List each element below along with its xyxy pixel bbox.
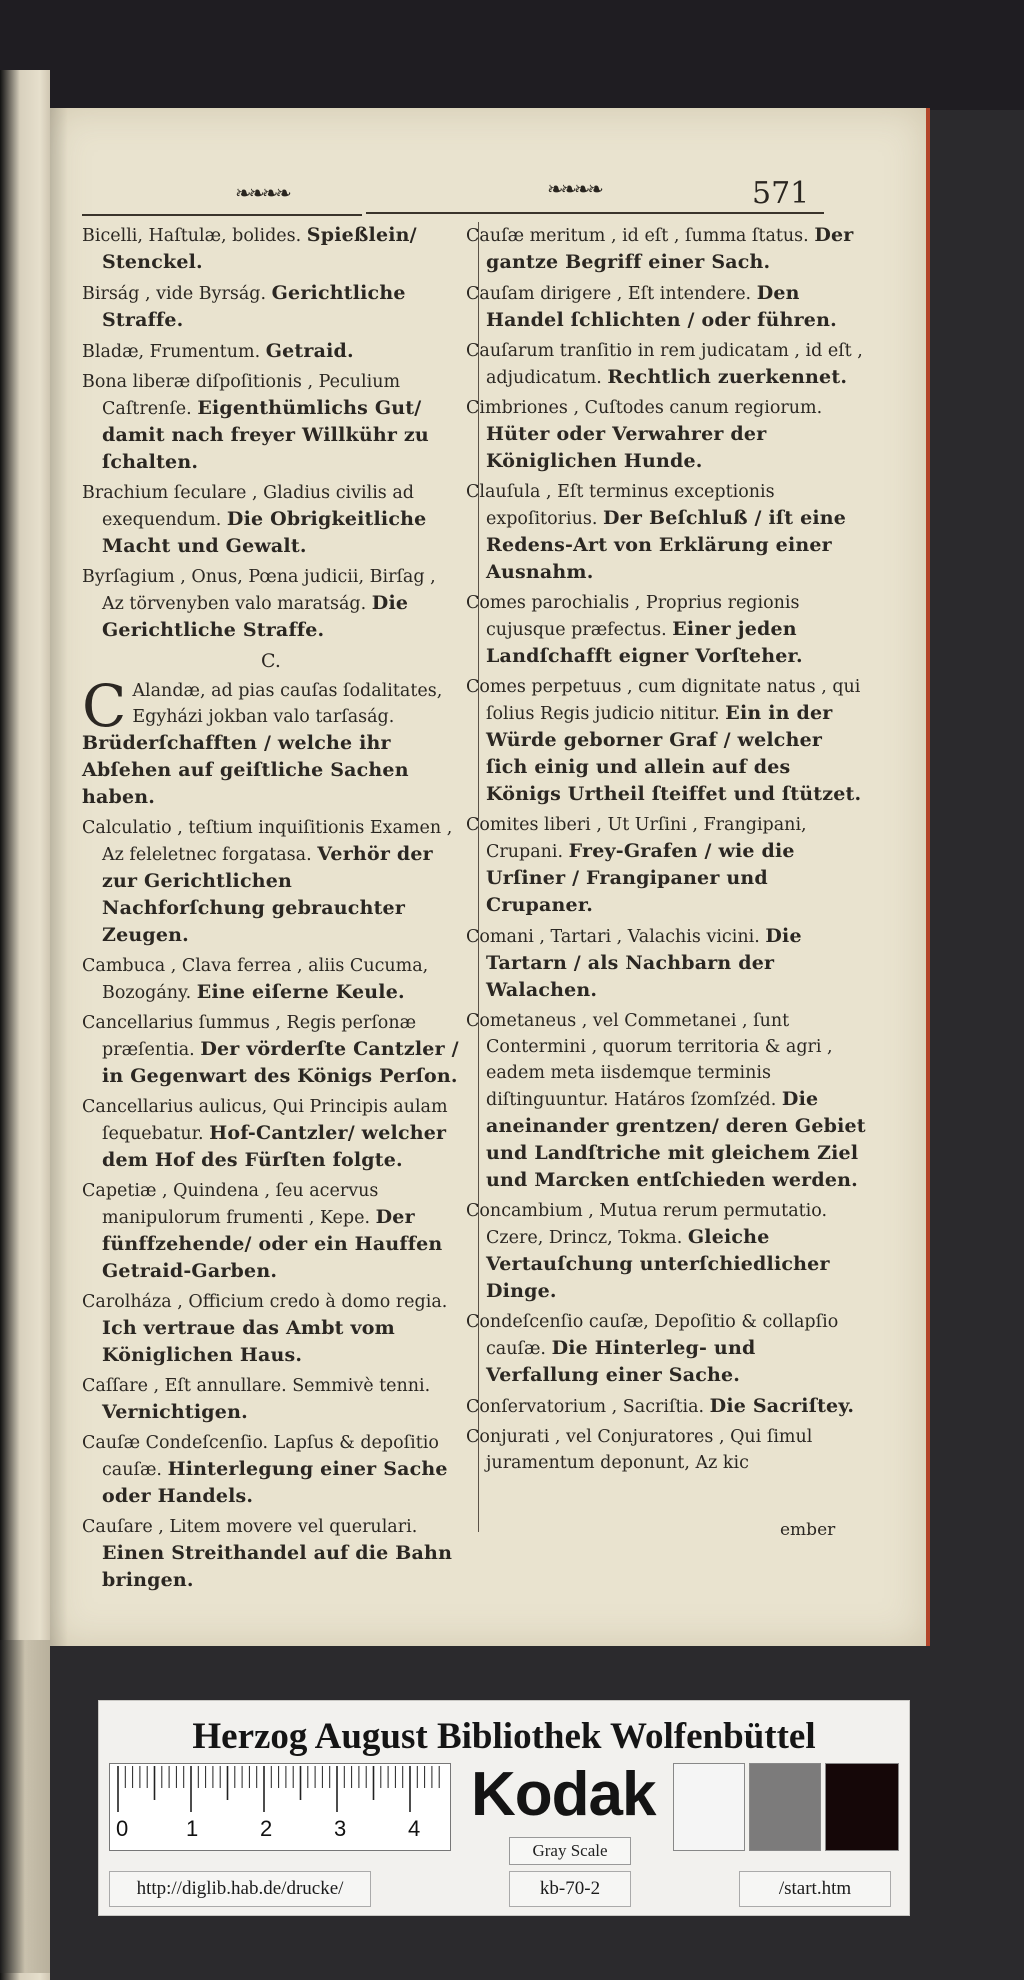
- german-translation: Hof-Cantzler/ welcher dem Hof des Fürſten folgte.: [102, 1122, 447, 1171]
- dictionary-entry: [466, 395, 866, 475]
- dictionary-entry: [82, 480, 460, 560]
- left-column: [82, 222, 460, 1598]
- german-translation: Die Tartarn / als Nachbarn der Walachen.: [486, 925, 802, 1001]
- ruler-label-4: 4: [408, 1816, 421, 1841]
- german-translation: Hinterlegung einer Sache oder Handels.: [102, 1458, 448, 1507]
- dictionary-entry: [82, 369, 460, 476]
- latin-term: Calculatio , teſtium inquiſitionis Examen , Az feleletnec forgatasa.: [82, 818, 453, 865]
- german-translation: Gleiche Vertauſchung unterſchiedlicher Dinge.: [486, 1226, 830, 1302]
- dictionary-entry: [82, 1178, 460, 1285]
- dictionary-entry: [466, 812, 866, 919]
- gray-patch-white: [673, 1763, 745, 1851]
- latin-term: Byrſagium , Onus, Pœna judicii, Birſag , Az törvenyben valo maratság.: [82, 567, 436, 614]
- latin-term: Cauſarum tranſitio in rem judicatam , id eſt , adjudicatum.: [466, 341, 863, 388]
- header-ornament-left: ❧❧❧❧: [236, 178, 290, 206]
- gray-patch-mid: [749, 1763, 821, 1851]
- german-translation: Spießlein/ Stenckel.: [102, 224, 417, 273]
- latin-term: Condeſcenſio cauſæ, Depoſitio & collapſio cauſæ.: [466, 1312, 839, 1359]
- german-translation: Brüderſchafften / welche ihr Abſehen auf geiſtliche Sachen haben.: [82, 732, 409, 808]
- dictionary-entry: [466, 1198, 866, 1305]
- dictionary-entry: [466, 590, 866, 670]
- german-translation: Frey-Grafen / wie die Urſiner / Frangipaner und Crupaner.: [486, 840, 795, 916]
- dictionary-entry: [466, 1424, 866, 1476]
- dictionary-entry: [82, 338, 460, 365]
- latin-term: Concambium , Mutua rerum permutatio. Czere, Drincz, Tokma.: [466, 1201, 828, 1248]
- dictionary-entry: [82, 672, 460, 811]
- latin-term: Birság , vide Byrság.: [82, 284, 267, 304]
- dictionary-entry: [82, 953, 460, 1006]
- gray-scale-label: Gray Scale: [509, 1837, 631, 1865]
- latin-term: Comites liberi , Ut Urſini , Frangipani, Crupani.: [466, 815, 807, 862]
- german-translation: Die Obrigkeitliche Macht und Gewalt.: [102, 508, 427, 557]
- latin-term: Cauſæ Condeſcenſio. Lapſus & depoſitio cauſæ.: [82, 1433, 439, 1480]
- german-translation: Hüter oder Verwahrer der Königlichen Hunde.: [486, 423, 767, 472]
- dictionary-entry: [82, 815, 460, 949]
- german-translation: Ein in der Würde geborner Graf / welcher ſich einig und allein auf des Königs Urtheil ſteiffet und ſtützet.: [486, 702, 862, 805]
- dictionary-entry: [82, 1289, 460, 1369]
- latin-term: Cimbriones , Cuſtodes canum regiorum.: [466, 398, 823, 418]
- dictionary-entry: [466, 338, 866, 391]
- german-translation: Die Sacriſtey.: [709, 1395, 855, 1417]
- latin-term: Cauſam dirigere , Eſt intendere.: [466, 284, 752, 304]
- latin-term: Cancellarius ſummus , Regis perſonæ præſentia.: [82, 1013, 417, 1060]
- german-translation: Ich vertraue das Ambt vom Königlichen Haus.: [102, 1317, 395, 1366]
- german-translation: Rechtlich zuerkennet.: [607, 366, 848, 388]
- dictionary-entry: [82, 1094, 460, 1174]
- dictionary-entry: [82, 1514, 460, 1594]
- german-translation: Einer jeden Landſchafft eigner Vorſteher.: [486, 618, 803, 667]
- latin-term: Carolháza , Officium credo à domo regia.: [82, 1292, 448, 1312]
- german-translation: Der Beſchluß / iſt eine Redens-Art von Erklärung einer Ausnahm.: [486, 507, 847, 583]
- latin-term: Comani , Tartari , Valachis vicini.: [466, 927, 760, 947]
- start-path: /start.htm: [739, 1871, 891, 1907]
- dictionary-entry: [82, 1010, 460, 1090]
- latin-term: Comes parochialis , Proprius regionis cujusque præfectus.: [466, 593, 800, 640]
- dictionary-entry: [82, 280, 460, 334]
- library-calibration-card: [98, 1700, 910, 1916]
- ruler-label-3: 3: [334, 1816, 347, 1841]
- library-url: http://diglib.hab.de/drucke/: [109, 1871, 371, 1907]
- latin-term: Cambuca , Clava ferrea , aliis Cucuma, Bozogány.: [82, 956, 429, 1003]
- latin-term: Bicelli, Haſtulæ, bolides.: [82, 226, 302, 246]
- header-rule-right: [366, 212, 824, 214]
- library-title: Herzog August Bibliothek Wolfenbüttel: [192, 1716, 816, 1757]
- latin-term: Clauſula , Eſt terminus exceptionis expoſitorius.: [466, 482, 775, 529]
- latin-term: Brachium ſeculare , Gladius civilis ad exequendum.: [82, 483, 414, 530]
- ruler-label-0: 0: [116, 1816, 129, 1841]
- latin-term: Capetiæ , Quindena , ſeu acervus manipulorum frumenti , Kepe.: [82, 1181, 379, 1228]
- latin-term: Cauſæ meritum , id eſt , ſumma ſtatus.: [466, 226, 809, 246]
- scale-ruler: [109, 1763, 451, 1851]
- header-ornament-right: ❧❧❧❧: [548, 174, 602, 202]
- latin-term: Cometaneus , vel Commetanei , ſunt Contermini , quorum territoria & agri , eadem meta iisdemque terminis diſtinguuntur. Határos ſzomſzéd.: [466, 1011, 833, 1110]
- dictionary-entry: [82, 1430, 460, 1510]
- german-translation: Die Hinterleg- und Verfallung einer Sache.: [486, 1337, 756, 1386]
- dictionary-entry: [466, 222, 866, 276]
- latin-term: Conſervatorium , Sacriſtia.: [466, 1397, 705, 1417]
- latin-term: Caſſare , Eſt annullare. Semmivè tenni.: [82, 1376, 431, 1396]
- latin-term: Alandæ, ad pias cauſas ſodalitates, Egyházi jokban valo tarſaság.: [132, 681, 443, 727]
- german-translation: Gerichtliche Straffe.: [102, 282, 406, 331]
- german-translation: Die aneinander grentzen/ deren Gebiet und Landſtriche mit gleichem Ziel und Marcken entſchieden werden.: [486, 1088, 866, 1191]
- german-translation: Vernichtigen.: [102, 1401, 248, 1423]
- german-translation: Die Gerichtliche Straffe.: [102, 592, 409, 641]
- dictionary-entry: [466, 1393, 866, 1420]
- dictionary-entry: [466, 479, 866, 586]
- german-translation: Verhör der zur Gerichtlichen Nachforſchung gebrauchter Zeugen.: [102, 843, 433, 946]
- drop-cap: C: [82, 672, 127, 740]
- catchword: ember: [780, 1520, 836, 1540]
- dictionary-entry: [466, 674, 866, 808]
- dictionary-entry: [466, 280, 866, 334]
- german-translation: Der gantze Begriff einer Sach.: [486, 224, 854, 273]
- page-number: 571: [752, 176, 810, 211]
- header-rule-left: [82, 214, 362, 216]
- ruler-label-2: 2: [260, 1816, 273, 1841]
- latin-term: Comes perpetuus , cum dignitate natus , qui ſolius Regis judicio nititur.: [466, 677, 861, 724]
- dictionary-entry: [82, 222, 460, 276]
- dictionary-entry: [466, 1008, 866, 1194]
- gutter-shadow: [50, 108, 68, 1646]
- gray-patch-black: [825, 1763, 899, 1851]
- german-translation: Einen Streithandel auf die Bahn bringen.: [102, 1542, 453, 1591]
- latin-term: Conjurati , vel Conjuratores , Qui ſimul juramentum deponunt, Az kic: [466, 1427, 813, 1473]
- latin-term: Bona liberæ diſpoſitionis , Peculium Caſtrenſe.: [82, 372, 401, 419]
- dictionary-entry: [466, 923, 866, 1004]
- latin-term: Cancellarius aulicus, Qui Principis aulam ſequebatur.: [82, 1097, 448, 1144]
- kodak-logo: Kodak: [471, 1760, 656, 1829]
- latin-term: Cauſare , Litem movere vel querulari.: [82, 1517, 418, 1537]
- german-translation: Eine eiſerne Keule.: [196, 981, 405, 1003]
- ruler-label-1: 1: [186, 1816, 199, 1841]
- german-translation: Getraid.: [265, 340, 354, 362]
- latin-term: Bladæ, Frumentum.: [82, 342, 261, 362]
- dictionary-entry: [466, 1309, 866, 1389]
- section-letter: C.: [261, 650, 281, 672]
- dictionary-entry: [82, 1373, 460, 1426]
- dictionary-entry: [82, 564, 460, 644]
- german-translation: Der fünffzehende/ oder ein Hauffen Getraid-Garben.: [102, 1206, 443, 1282]
- shelf-code: kb-70-2: [509, 1871, 631, 1907]
- adjacent-page-edge-lower: [0, 1640, 50, 1973]
- scanner-backdrop: [0, 0, 1024, 110]
- right-column: [466, 222, 866, 1480]
- german-translation: Der vörderſte Cantzler / in Gegenwart des Königs Perſon.: [102, 1038, 459, 1087]
- german-translation: Den Handel ſchlichten / oder führen.: [486, 282, 837, 331]
- german-translation: Eigenthümlichs Gut/ damit nach freyer Willkühr zu ſchalten.: [102, 397, 429, 473]
- ruler-labels: [110, 1816, 450, 1846]
